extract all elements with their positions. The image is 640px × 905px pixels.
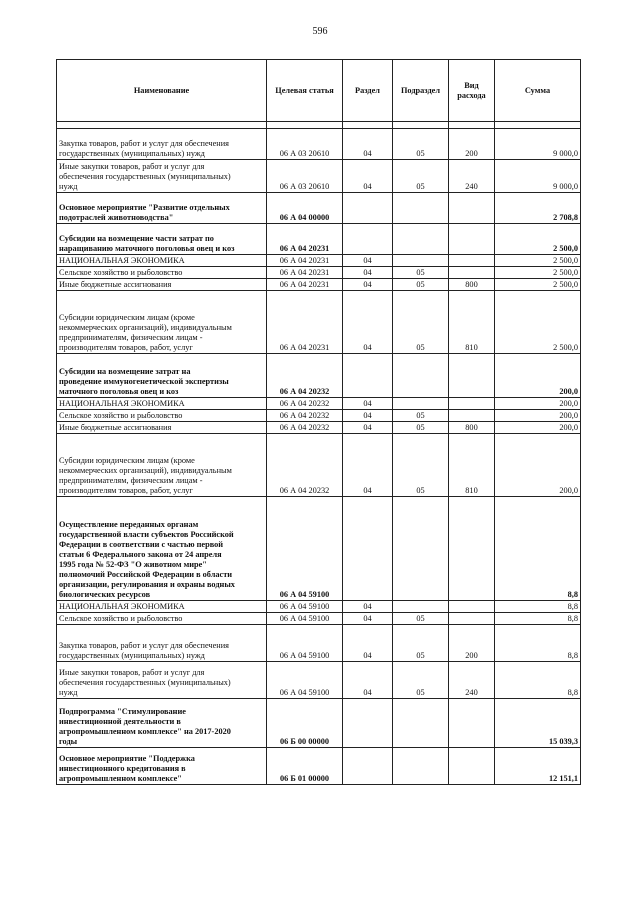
row-code: 06 А 04 20232: [267, 434, 343, 497]
row-name: Подпрограмма "Стимулирование инвестиционной деятельности в агропромышленном комплексе" на 2017-2020 годы: [57, 699, 267, 748]
row-sum: 8,8: [495, 497, 581, 601]
row-sum: 2 500,0: [495, 224, 581, 255]
row-expense-type: 810: [449, 291, 495, 354]
header-section: Раздел: [343, 60, 393, 122]
table-row: [57, 193, 581, 224]
row-expense-type: [449, 613, 495, 625]
row-section: [343, 193, 393, 224]
header-name: Наименование: [57, 60, 267, 122]
page-number: 596: [312, 26, 328, 37]
row-section: 04: [343, 255, 393, 267]
table-row: [57, 354, 581, 398]
table-row: [57, 291, 581, 354]
row-sum: 2 500,0: [495, 267, 581, 279]
table-row: [57, 224, 581, 255]
row-code: 06 А 03 20610: [267, 160, 343, 193]
row-sum: 200,0: [495, 354, 581, 398]
row-section: 04: [343, 625, 393, 662]
row-expense-type: [449, 267, 495, 279]
row-name: Иные бюджетные ассигнования: [57, 422, 267, 434]
table-row: [57, 398, 581, 410]
table-row: [57, 497, 581, 601]
row-sum: 8,8: [495, 662, 581, 699]
row-subsection: 05: [393, 422, 449, 434]
row-subsection: [393, 748, 449, 785]
row-name: Иные закупки товаров, работ и услуг для обеспечения государственных (муниципальных) нужд: [57, 662, 267, 699]
table-row: [57, 422, 581, 434]
header-sum: Сумма: [495, 60, 581, 122]
row-section: [343, 354, 393, 398]
table-row: [57, 613, 581, 625]
row-code: 06 А 04 20232: [267, 422, 343, 434]
row-code: 06 А 04 59100: [267, 662, 343, 699]
spacer-cell: [57, 122, 267, 129]
row-sum: 8,8: [495, 601, 581, 613]
row-expense-type: [449, 398, 495, 410]
row-name: Иные закупки товаров, работ и услуг для обеспечения государственных (муниципальных) нужд: [57, 160, 267, 193]
row-code: 06 А 04 20231: [267, 267, 343, 279]
row-name: Основное мероприятие "Поддержка инвестиционного кредитования в агропромышленном комплексе": [57, 748, 267, 785]
row-subsection: 05: [393, 160, 449, 193]
row-sum: 2 500,0: [495, 279, 581, 291]
row-subsection: 05: [393, 291, 449, 354]
row-subsection: [393, 699, 449, 748]
spacer-cell: [393, 122, 449, 129]
table-body: [57, 122, 581, 785]
row-section: 04: [343, 398, 393, 410]
row-code: 06 А 04 59100: [267, 601, 343, 613]
table-header-row: [57, 60, 581, 122]
row-sum: 15 039,3: [495, 699, 581, 748]
row-name: Сельское хозяйство и рыболовство: [57, 267, 267, 279]
row-name: Субсидии юридическим лицам (кроме некоммерческих организаций), индивидуальным предпринимателям, физическим лицам - производителям товаров, работ, услуг: [57, 434, 267, 497]
row-code: 06 А 04 20232: [267, 410, 343, 422]
row-expense-type: [449, 699, 495, 748]
row-expense-type: 810: [449, 434, 495, 497]
table-row: [57, 160, 581, 193]
row-section: 04: [343, 410, 393, 422]
row-code: 06 А 04 20231: [267, 291, 343, 354]
row-expense-type: [449, 410, 495, 422]
row-section: 04: [343, 291, 393, 354]
row-section: 04: [343, 279, 393, 291]
row-code: 06 А 04 59100: [267, 613, 343, 625]
row-subsection: 05: [393, 267, 449, 279]
table-row: [57, 255, 581, 267]
row-name: Закупка товаров, работ и услуг для обеспечения государственных (муниципальных) нужд: [57, 625, 267, 662]
row-section: [343, 497, 393, 601]
row-code: 06 А 04 59100: [267, 497, 343, 601]
spacer-cell: [495, 122, 581, 129]
row-subsection: [393, 255, 449, 267]
row-name: Субсидии на возмещение части затрат по наращиванию маточного поголовья овец и коз: [57, 224, 267, 255]
row-code: 06 Б 01 00000: [267, 748, 343, 785]
row-sum: 200,0: [495, 422, 581, 434]
row-sum: 9 000,0: [495, 129, 581, 160]
table-row: [57, 625, 581, 662]
row-expense-type: [449, 224, 495, 255]
table-row: [57, 434, 581, 497]
header-subsection: Подраздел: [393, 60, 449, 122]
row-section: [343, 699, 393, 748]
row-name: Субсидии на возмещение затрат на проведение иммуногенетической экспертизы маточного поголовья овец и коз: [57, 354, 267, 398]
row-section: 04: [343, 160, 393, 193]
row-sum: 9 000,0: [495, 160, 581, 193]
row-sum: 8,8: [495, 625, 581, 662]
row-code: 06 А 03 20610: [267, 129, 343, 160]
row-code: 06 А 04 20231: [267, 255, 343, 267]
row-section: 04: [343, 662, 393, 699]
header-expense-type: Вид расхода: [449, 60, 495, 122]
row-name: НАЦИОНАЛЬНАЯ ЭКОНОМИКА: [57, 601, 267, 613]
row-subsection: [393, 601, 449, 613]
row-section: [343, 748, 393, 785]
table-row: [57, 410, 581, 422]
table-row: [57, 662, 581, 699]
row-name: Осуществление переданных органам государственной власти субъектов Российской Федерации в соответствии с частью первой статьи 6 Федерального закона от 24 апреля 1995 года № 52-ФЗ "О животном мире" полномочий Российской Федерации в области организации, регулирования и охраны водных биологических ресурсов: [57, 497, 267, 601]
row-subsection: [393, 193, 449, 224]
row-section: 04: [343, 267, 393, 279]
spacer-row: [57, 122, 581, 129]
row-name: Закупка товаров, работ и услуг для обеспечения государственных (муниципальных) нужд: [57, 129, 267, 160]
row-code: 06 А 04 20231: [267, 279, 343, 291]
table-row: [57, 699, 581, 748]
row-expense-type: [449, 497, 495, 601]
row-expense-type: [449, 601, 495, 613]
row-section: 04: [343, 129, 393, 160]
row-expense-type: [449, 354, 495, 398]
row-expense-type: 800: [449, 279, 495, 291]
row-subsection: 05: [393, 129, 449, 160]
row-sum: 200,0: [495, 434, 581, 497]
table-row: [57, 601, 581, 613]
row-code: 06 А 04 20231: [267, 224, 343, 255]
row-expense-type: 800: [449, 422, 495, 434]
row-subsection: [393, 497, 449, 601]
row-expense-type: 200: [449, 129, 495, 160]
row-subsection: 05: [393, 434, 449, 497]
row-expense-type: [449, 255, 495, 267]
row-subsection: 05: [393, 613, 449, 625]
row-expense-type: 200: [449, 625, 495, 662]
row-sum: 2 500,0: [495, 255, 581, 267]
row-subsection: [393, 398, 449, 410]
row-section: 04: [343, 434, 393, 497]
row-sum: 12 151,1: [495, 748, 581, 785]
table-row: [57, 267, 581, 279]
row-sum: 200,0: [495, 398, 581, 410]
row-name: НАЦИОНАЛЬНАЯ ЭКОНОМИКА: [57, 398, 267, 410]
spacer-cell: [267, 122, 343, 129]
row-code: 06 Б 00 00000: [267, 699, 343, 748]
row-name: Сельское хозяйство и рыболовство: [57, 613, 267, 625]
row-sum: 2 500,0: [495, 291, 581, 354]
header-code: Целевая статья: [267, 60, 343, 122]
row-subsection: [393, 224, 449, 255]
row-name: Субсидии юридическим лицам (кроме некоммерческих организаций), индивидуальным предпринимателям, физическим лицам - производителям товаров, работ, услуг: [57, 291, 267, 354]
spacer-cell: [343, 122, 393, 129]
row-code: 06 А 04 20232: [267, 398, 343, 410]
row-section: [343, 224, 393, 255]
row-subsection: [393, 354, 449, 398]
table-row: [57, 279, 581, 291]
spacer-cell: [449, 122, 495, 129]
row-subsection: 05: [393, 662, 449, 699]
table-row: [57, 748, 581, 785]
row-name: НАЦИОНАЛЬНАЯ ЭКОНОМИКА: [57, 255, 267, 267]
row-name: Сельское хозяйство и рыболовство: [57, 410, 267, 422]
row-expense-type: 240: [449, 662, 495, 699]
row-sum: 200,0: [495, 410, 581, 422]
row-expense-type: [449, 193, 495, 224]
row-sum: 2 708,8: [495, 193, 581, 224]
row-code: 06 А 04 00000: [267, 193, 343, 224]
row-code: 06 А 04 59100: [267, 625, 343, 662]
row-section: 04: [343, 613, 393, 625]
row-section: 04: [343, 601, 393, 613]
table-row: [57, 129, 581, 160]
row-name: Основное мероприятие "Развитие отдельных подотраслей животноводства": [57, 193, 267, 224]
row-code: 06 А 04 20232: [267, 354, 343, 398]
row-expense-type: 240: [449, 160, 495, 193]
row-name: Иные бюджетные ассигнования: [57, 279, 267, 291]
row-subsection: 05: [393, 279, 449, 291]
budget-table: [56, 59, 581, 785]
row-sum: 8,8: [495, 613, 581, 625]
row-subsection: 05: [393, 410, 449, 422]
row-section: 04: [343, 422, 393, 434]
row-expense-type: [449, 748, 495, 785]
row-subsection: 05: [393, 625, 449, 662]
